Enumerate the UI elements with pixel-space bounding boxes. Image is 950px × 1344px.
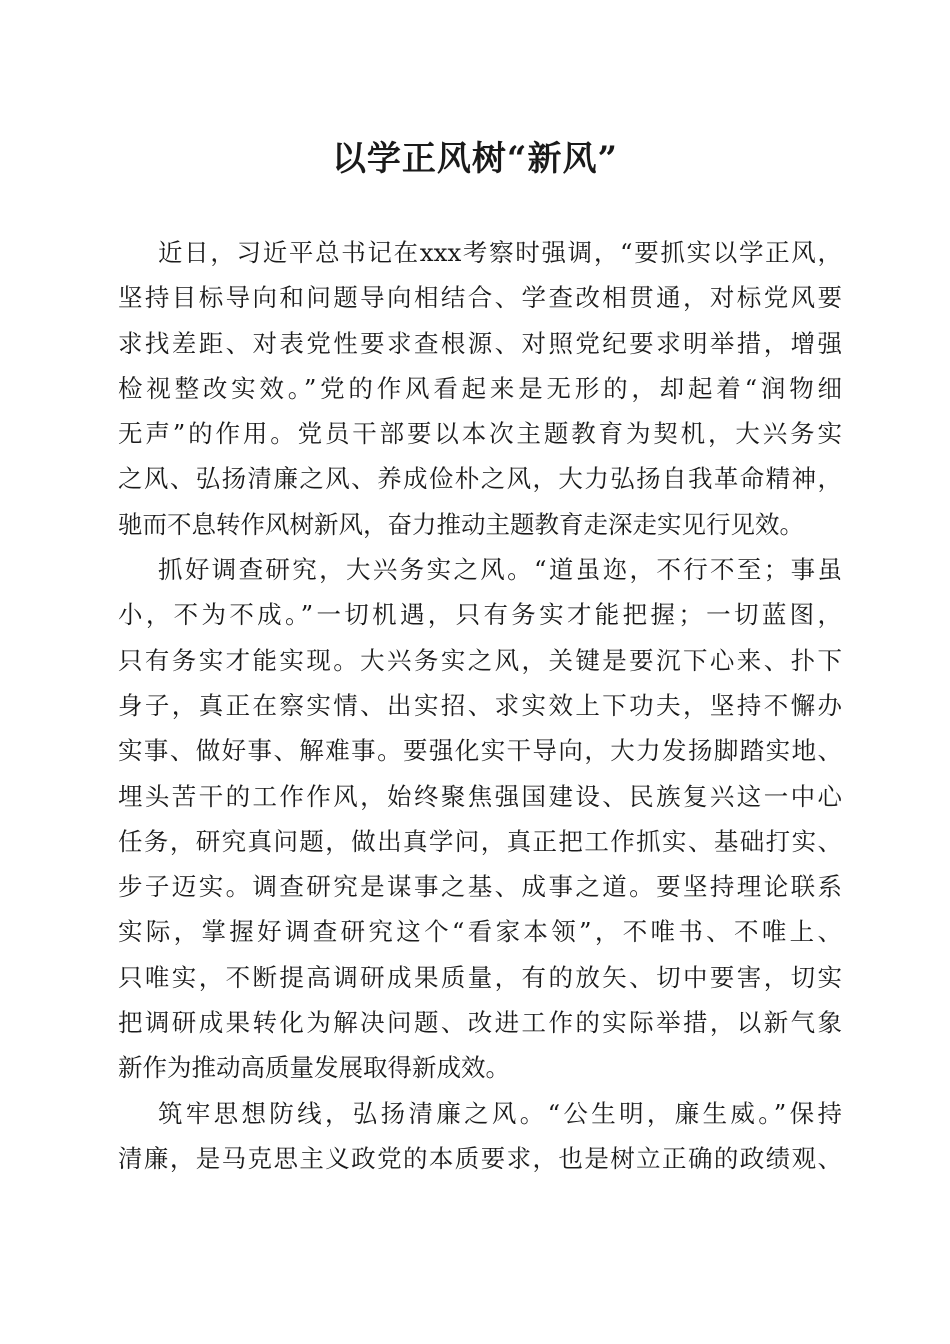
paragraph-2-line-2: 小，不为不成。”一切机遇，只有务实才能把握；一切蓝图， [118, 600, 842, 630]
paragraph-2-line-11: 把调研成果转化为解决问题、改进工作的实际举措，以新气象 [118, 1008, 842, 1038]
paragraph-2-line-9: 实际，掌握好调查研究这个“看家本领”，不唯书、不唯上、 [118, 917, 842, 947]
document-body [118, 230, 842, 1181]
paragraph-2-line-5: 实事、做好事、解难事。要强化实干导向，大力发扬脚踏实地、 [118, 736, 842, 766]
paragraph-1-line-4: 检视整改实效。”党的作风看起来是无形的，却起着“润物细 [118, 373, 842, 403]
paragraph-3-line-2: 清廉，是马克思主义政党的本质要求，也是树立正确的政绩观、 [118, 1143, 842, 1173]
paragraph-1-line-2: 坚持目标导向和问题导向相结合、学查改相贯通，对标党风要 [118, 283, 842, 313]
paragraph-1-line-5: 无声”的作用。党员干部要以本次主题教育为契机，大兴务实 [118, 419, 842, 449]
paragraph-2-line-10: 只唯实，不断提高调研成果质量，有的放矢、切中要害，切实 [118, 962, 842, 992]
paragraph-3-line-1: 筑牢思想防线，弘扬清廉之风。“公生明，廉生威。”保持 [158, 1098, 842, 1128]
paragraph-1-line-6: 之风、弘扬清廉之风、养成俭朴之风，大力弘扬自我革命精神， [118, 464, 842, 494]
paragraph-2-line-6: 埋头苦干的工作作风，始终聚焦强国建设、民族复兴这一中心 [118, 781, 842, 811]
paragraph-2-line-12: 新作为推动高质量发展取得新成效。 [118, 1053, 510, 1083]
paragraph-2-line-1: 抓好调查研究，大兴务实之风。“道虽迩，不行不至；事虽 [158, 555, 842, 585]
paragraph-2-line-7: 任务，研究真问题，做出真学问，真正把工作抓实、基础打实、 [118, 826, 842, 856]
document-title: 以学正风树“新风” [331, 139, 619, 179]
paragraph-1-line-3: 求找差距、对表党性要求查根源、对照党纪要求明举措，增强 [118, 328, 842, 358]
paragraph-2-line-8: 步子迈实。调查研究是谋事之基、成事之道。要坚持理论联系 [118, 872, 842, 902]
paragraph-1-line-1: 近日，习近平总书记在xxx考察时强调，“要抓实以学正风， [158, 238, 842, 267]
paragraph-2-line-4: 身子，真正在察实情、出实招、求实效上下功夫，坚持不懈办 [118, 690, 842, 720]
paragraph-2-line-3: 只有务实才能实现。大兴务实之风，关键是要沉下心来、扑下 [118, 645, 842, 675]
paragraph-1-line-7: 驰而不息转作风树新风，奋力推动主题教育走深走实见行见效。 [118, 509, 804, 539]
